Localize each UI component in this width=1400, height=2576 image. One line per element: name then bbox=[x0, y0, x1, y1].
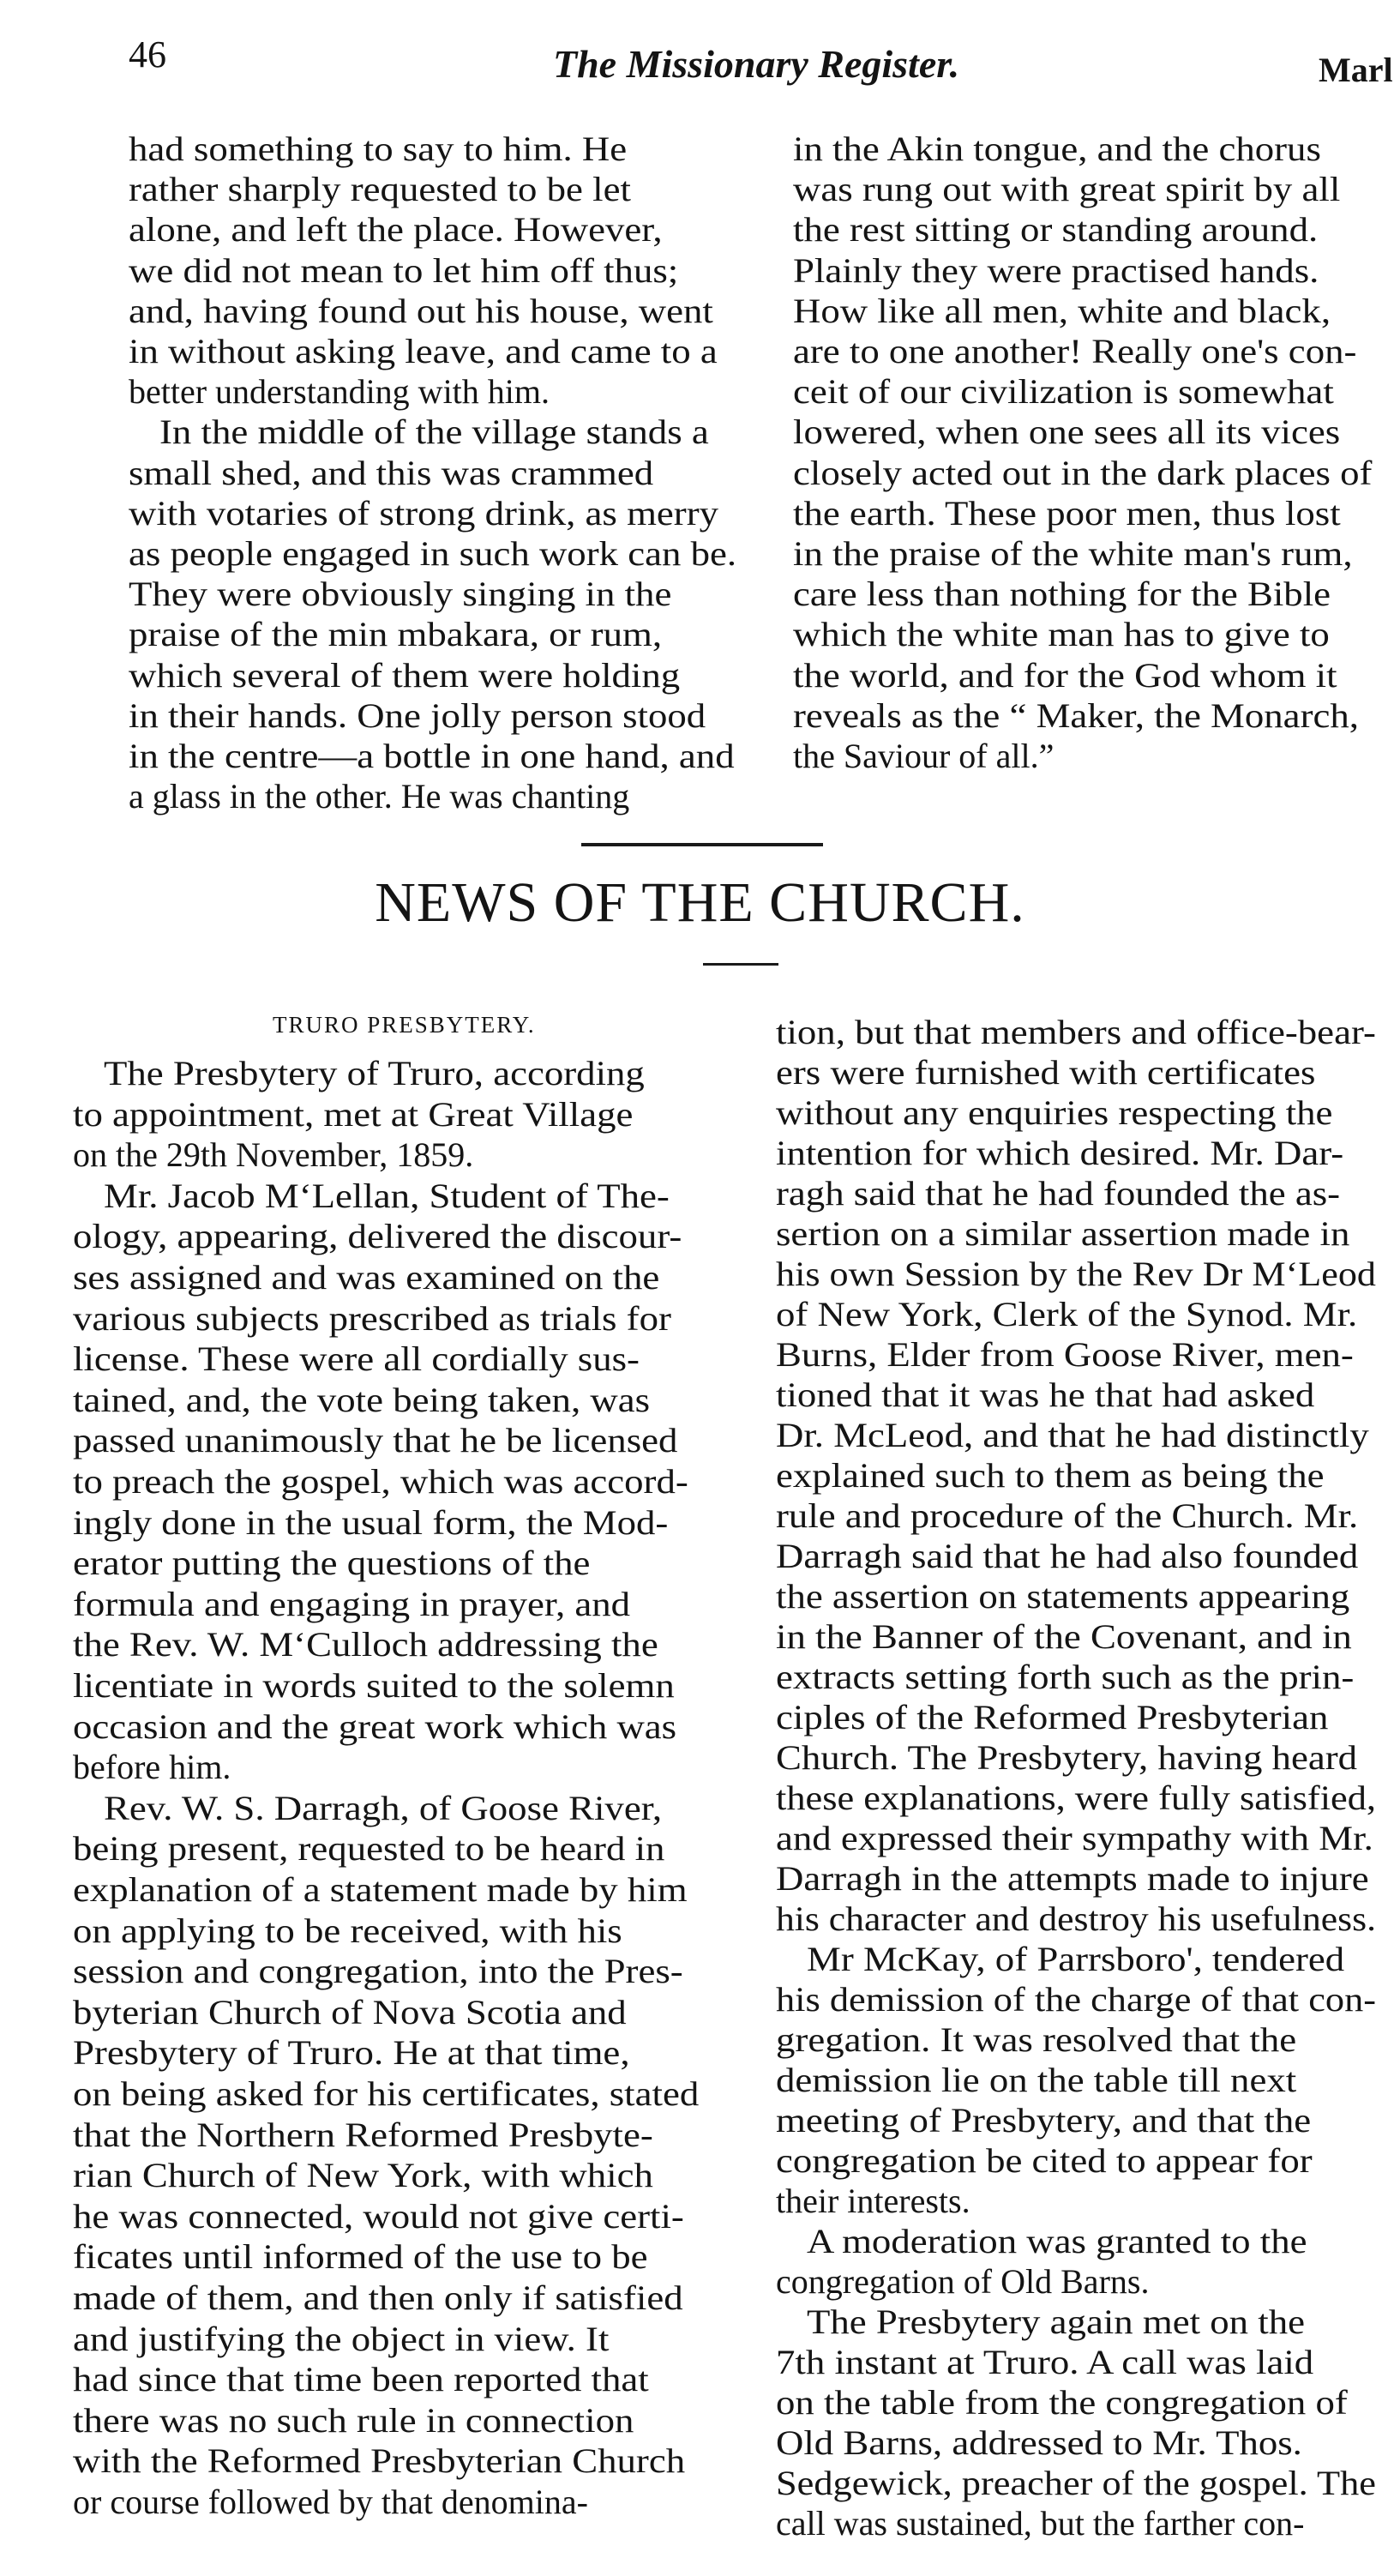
text-line bbox=[776, 2463, 1376, 2503]
text-line-content: before him. bbox=[73, 1748, 231, 1786]
text-line-content: Church. The Presbytery, having heard bbox=[776, 1738, 1358, 1777]
text-line bbox=[73, 1502, 759, 1543]
text-line-content: Darragh said that he had also founded bbox=[776, 1537, 1359, 1575]
text-line bbox=[776, 2181, 1376, 2221]
text-line bbox=[73, 1828, 759, 1869]
text-line bbox=[73, 1543, 759, 1583]
text-line-content: A moderation was granted to the bbox=[807, 2222, 1307, 2260]
text-line-content: rather sharply requested to be let bbox=[129, 170, 631, 208]
text-line bbox=[129, 209, 763, 250]
text-line bbox=[776, 1899, 1376, 1939]
text-line-content: Sedgewick, preacher of the gospel. The bbox=[776, 2464, 1376, 2502]
text-line bbox=[776, 1133, 1376, 1173]
text-line-content: Darragh in the attempts made to injure bbox=[776, 1859, 1369, 1898]
text-line bbox=[73, 1747, 759, 1787]
text-line bbox=[776, 1173, 1376, 1213]
text-line-content: that the Northern Reformed Presbyte- bbox=[73, 2116, 653, 2154]
text-line bbox=[807, 2302, 1376, 2342]
text-line-content: which the white man has to give to bbox=[793, 615, 1330, 653]
text-line bbox=[776, 1778, 1376, 1818]
text-line bbox=[776, 2140, 1376, 2181]
text-line bbox=[73, 1257, 759, 1297]
text-line bbox=[793, 493, 1376, 533]
text-line bbox=[159, 412, 763, 452]
text-line bbox=[73, 2441, 759, 2481]
text-line bbox=[73, 1624, 759, 1664]
text-line-content: being present, requested to be heard in bbox=[73, 1829, 665, 1868]
text-line-content: small shed, and this was crammed bbox=[129, 454, 654, 492]
text-line bbox=[776, 2423, 1376, 2463]
text-line-content: the world, and for the God whom it bbox=[793, 656, 1337, 695]
text-line bbox=[129, 291, 763, 331]
text-line bbox=[73, 2278, 759, 2318]
text-line-content: Dr. McLeod, and that he had distinctly bbox=[776, 1416, 1369, 1454]
running-head: The Missionary Register. bbox=[553, 42, 960, 86]
text-line-content: to appointment, met at Great Village bbox=[73, 1095, 634, 1134]
text-line bbox=[776, 2261, 1376, 2302]
text-line bbox=[776, 1334, 1376, 1375]
text-line bbox=[73, 1135, 759, 1175]
text-line-content: his demission of the charge of that con- bbox=[776, 1980, 1377, 2019]
text-line bbox=[73, 2236, 759, 2277]
text-line bbox=[73, 2482, 759, 2522]
text-line bbox=[73, 2115, 759, 2155]
text-line bbox=[776, 1415, 1376, 1455]
text-line-content: How like all men, white and black, bbox=[793, 292, 1331, 330]
text-line bbox=[793, 412, 1376, 452]
text-line-content: erator putting the questions of the bbox=[73, 1544, 591, 1582]
text-line-content: of New York, Clerk of the Synod. Mr. bbox=[776, 1295, 1358, 1333]
text-line-content: The Presbytery of Truro, according bbox=[104, 1054, 645, 1092]
text-line-content: are to one another! Really one's con- bbox=[793, 332, 1357, 370]
text-line-content: Rev. W. S. Darragh, of Goose River, bbox=[104, 1789, 663, 1827]
text-line bbox=[73, 2400, 759, 2441]
text-line bbox=[73, 2073, 759, 2114]
text-line-content: passed unanimously that he be licensed bbox=[73, 1421, 678, 1460]
text-line bbox=[129, 614, 763, 654]
text-line bbox=[73, 1869, 759, 1910]
text-line-content: his own Session by the Rev Dr M‘Leod bbox=[776, 1255, 1377, 1293]
text-line-content: which several of them were holding bbox=[129, 656, 681, 695]
text-line-content: care less than nothing for the Bible bbox=[793, 575, 1331, 613]
text-line-content: extracts setting forth such as the prin- bbox=[776, 1658, 1355, 1696]
text-line-content: demission lie on the table till next bbox=[776, 2061, 1297, 2099]
text-line-content: on applying to be received, with his bbox=[73, 1911, 622, 1950]
text-line-content: in without asking leave, and came to a bbox=[129, 332, 718, 370]
text-line bbox=[776, 2100, 1376, 2140]
text-line-content: ficates until informed of the use to be bbox=[73, 2237, 648, 2276]
text-line-content: in their hands. One jolly person stood bbox=[129, 696, 706, 735]
text-line-content: ses assigned and was examined on the bbox=[73, 1258, 660, 1297]
text-line bbox=[129, 655, 763, 695]
text-line bbox=[73, 1298, 759, 1339]
text-line-content: ceit of our civilization is somewhat bbox=[793, 372, 1334, 411]
text-line bbox=[793, 574, 1376, 614]
text-line bbox=[73, 1461, 759, 1502]
text-line bbox=[776, 2382, 1376, 2423]
text-line-content: rian Church of New York, with which bbox=[73, 2156, 653, 2194]
text-line-content: meeting of Presbytery, and that the bbox=[776, 2101, 1312, 2140]
text-line-content: closely acted out in the dark places of bbox=[793, 454, 1373, 492]
text-line bbox=[776, 2503, 1376, 2543]
text-line-content: on the 29th November, 1859. bbox=[73, 1135, 474, 1174]
text-line-content: he was connected, would not give certi- bbox=[73, 2197, 684, 2236]
text-line bbox=[73, 2032, 759, 2073]
text-line bbox=[776, 1818, 1376, 1858]
text-line bbox=[129, 371, 763, 412]
text-line bbox=[776, 1213, 1376, 1254]
text-line-content: the Rev. W. M‘Culloch addressing the bbox=[73, 1625, 658, 1664]
text-line-content: and, having found out his house, went bbox=[129, 292, 713, 330]
text-line bbox=[776, 2019, 1376, 2060]
text-line-content: lowered, when one sees all its vices bbox=[793, 412, 1341, 451]
section-top-rule bbox=[581, 843, 823, 846]
text-line-content: his character and destroy his usefulness. bbox=[776, 1899, 1377, 1938]
text-line bbox=[793, 695, 1376, 736]
text-line-content: byterian Church of Nova Scotia and bbox=[73, 1993, 627, 2031]
text-line bbox=[104, 1788, 759, 1828]
subsection-heading: TRURO PRESBYTERY. bbox=[273, 1012, 536, 1038]
text-line bbox=[793, 533, 1376, 574]
text-line-content: congregation of Old Barns. bbox=[776, 2262, 1150, 2301]
text-line-content: had something to say to him. He bbox=[129, 129, 628, 168]
text-line bbox=[776, 1375, 1376, 1415]
text-line-content: the Saviour of all.” bbox=[793, 737, 1055, 775]
text-line bbox=[129, 129, 763, 169]
text-line bbox=[129, 453, 763, 493]
text-line bbox=[73, 2196, 759, 2236]
text-line-content: ers were furnished with certificates bbox=[776, 1053, 1316, 1092]
text-line-content: had since that time been reported that bbox=[73, 2360, 649, 2398]
text-line-content: In the middle of the village stands a bbox=[159, 412, 709, 451]
text-line bbox=[129, 574, 763, 614]
text-line bbox=[776, 1455, 1376, 1496]
text-line-content: the earth. These poor men, thus lost bbox=[793, 494, 1341, 533]
text-line bbox=[129, 331, 763, 371]
text-line-content: explained such to them as being the bbox=[776, 1456, 1325, 1495]
text-line bbox=[73, 1706, 759, 1747]
text-line-content: these explanations, were fully satisfied, bbox=[776, 1779, 1377, 1817]
text-line-content: on the table from the congregation of bbox=[776, 2383, 1348, 2422]
text-line bbox=[129, 169, 763, 209]
text-line-content: They were obviously singing in the bbox=[129, 575, 672, 613]
text-line-content: ciples of the Reformed Presbyterian bbox=[776, 1698, 1329, 1736]
text-line bbox=[807, 2221, 1376, 2261]
text-line bbox=[104, 1053, 759, 1093]
text-line bbox=[129, 493, 763, 533]
text-line bbox=[129, 695, 763, 736]
text-line bbox=[776, 1979, 1376, 2019]
text-line-content: call was sustained, but the farther con- bbox=[776, 2504, 1305, 2543]
text-line-content: without any enquiries respecting the bbox=[776, 1093, 1333, 1132]
text-line bbox=[73, 2359, 759, 2399]
section-title-rule bbox=[703, 963, 778, 966]
section-title bbox=[0, 870, 1400, 936]
text-line bbox=[776, 2342, 1376, 2382]
text-line-content: and expressed their sympathy with Mr. bbox=[776, 1819, 1373, 1857]
text-line bbox=[104, 1176, 759, 1216]
text-line-content: alone, and left the place. However, bbox=[129, 210, 663, 249]
text-line-content: made of them, and then only if satisfied bbox=[73, 2278, 683, 2317]
text-line-content: 7th instant at Truro. A call was laid bbox=[776, 2343, 1314, 2381]
text-line-content: the assertion on statements appearing bbox=[776, 1577, 1350, 1616]
running-head-continuation: Marl bbox=[1319, 51, 1393, 89]
text-line-content: license. These were all cordially sus- bbox=[73, 1339, 640, 1378]
text-line-content: in the Banner of the Covenant, and in bbox=[776, 1617, 1352, 1656]
text-line bbox=[776, 1737, 1376, 1778]
text-line-content: on being asked for his certificates, stated bbox=[73, 2074, 700, 2113]
text-line bbox=[793, 655, 1376, 695]
text-line-content: ragh said that he had founded the as- bbox=[776, 1174, 1341, 1213]
text-line bbox=[793, 250, 1376, 291]
text-line-content: various subjects prescribed as trials for bbox=[73, 1299, 671, 1338]
text-line-content: was rung out with great spirit by all bbox=[793, 170, 1341, 208]
text-line bbox=[776, 1536, 1376, 1576]
text-line-content: sertion on a similar assertion made in bbox=[776, 1214, 1350, 1253]
text-line-content: with votaries of strong drink, as merry bbox=[129, 494, 719, 533]
text-line bbox=[73, 1665, 759, 1706]
text-line-content: congregation be cited to appear for bbox=[776, 2141, 1313, 2180]
text-line-content: better understanding with him. bbox=[129, 372, 550, 411]
text-line-content: to preach the gospel, which was accord- bbox=[73, 1462, 688, 1501]
text-line-content: Mr. Jacob M‘Lellan, Student of The- bbox=[104, 1177, 670, 1215]
text-line-content: rule and procedure of the Church. Mr. bbox=[776, 1496, 1359, 1535]
text-line-content: a glass in the other. He was chanting bbox=[129, 777, 630, 816]
page-number: 46 bbox=[129, 33, 166, 75]
text-line-content: occasion and the great work which was bbox=[73, 1707, 677, 1746]
text-line bbox=[807, 1939, 1376, 1979]
text-line-content: Old Barns, addressed to Mr. Thos. bbox=[776, 2423, 1302, 2462]
text-line-content: or course followed by that denomina- bbox=[73, 2483, 588, 2521]
text-line bbox=[776, 1496, 1376, 1536]
text-line bbox=[793, 169, 1376, 209]
text-line bbox=[776, 1012, 1376, 1052]
text-line-content: licentiate in words suited to the solemn bbox=[73, 1666, 675, 1705]
text-line bbox=[776, 1294, 1376, 1334]
text-line bbox=[73, 1992, 759, 2032]
text-line-content: in the centre—a bottle in one hand, and bbox=[129, 737, 735, 775]
text-line bbox=[73, 1339, 759, 1379]
text-line bbox=[793, 331, 1376, 371]
text-line-content: formula and engaging in prayer, and bbox=[73, 1585, 631, 1623]
text-line bbox=[776, 1657, 1376, 1697]
text-line bbox=[73, 1911, 759, 1951]
text-line-content: ology, appearing, delivered the discour- bbox=[73, 1217, 682, 1255]
text-line bbox=[129, 533, 763, 574]
text-line-content: tion, but that members and office-bear- bbox=[776, 1013, 1376, 1051]
text-line bbox=[776, 1092, 1376, 1133]
text-line bbox=[793, 736, 1376, 776]
text-line bbox=[776, 1576, 1376, 1616]
text-line-content: ingly done in the usual form, the Mod- bbox=[73, 1503, 669, 1542]
text-line-content: there was no such rule in connection bbox=[73, 2401, 634, 2440]
text-line-content: tained, and, the vote being taken, was bbox=[73, 1381, 651, 1419]
text-line-content: their interests. bbox=[776, 2182, 970, 2220]
text-line bbox=[793, 129, 1376, 169]
text-line bbox=[73, 2155, 759, 2195]
text-line bbox=[73, 1951, 759, 1991]
text-line bbox=[776, 1697, 1376, 1737]
text-line bbox=[73, 1094, 759, 1135]
text-line bbox=[793, 614, 1376, 654]
text-line bbox=[776, 1052, 1376, 1092]
text-line-content: Presbytery of Truro. He at that time, bbox=[73, 2033, 630, 2072]
text-line-content: tioned that it was he that had asked bbox=[776, 1375, 1315, 1414]
text-line bbox=[776, 1858, 1376, 1899]
text-line bbox=[73, 1420, 759, 1460]
text-line bbox=[73, 1216, 759, 1256]
text-line-content: Plainly they were practised hands. bbox=[793, 251, 1319, 290]
text-line-content: as people engaged in such work can be. bbox=[129, 534, 737, 573]
text-line-content: with the Reformed Presbyterian Church bbox=[73, 2441, 686, 2480]
text-line bbox=[73, 1584, 759, 1624]
text-line-content: in the praise of the white man's rum, bbox=[793, 534, 1353, 573]
text-line bbox=[73, 2319, 759, 2359]
text-line-content: in the Akin tongue, and the chorus bbox=[793, 129, 1321, 168]
text-line bbox=[793, 371, 1376, 412]
text-line bbox=[793, 453, 1376, 493]
text-line-content: Mr McKay, of Parrsboro', tendered bbox=[807, 1940, 1345, 1978]
text-line-content: explanation of a statement made by him bbox=[73, 1870, 688, 1909]
text-line-content: Burns, Elder from Goose River, men- bbox=[776, 1335, 1354, 1374]
text-line bbox=[129, 250, 763, 291]
text-line-content: intention for which desired. Mr. Dar- bbox=[776, 1134, 1344, 1172]
text-line-content: The Presbytery again met on the bbox=[807, 2302, 1305, 2341]
text-line bbox=[129, 776, 763, 816]
text-line-content: session and congregation, into the Pres- bbox=[73, 1952, 683, 1990]
text-line bbox=[776, 1254, 1376, 1294]
text-line-content: and justifying the object in view. It bbox=[73, 2320, 610, 2358]
text-line bbox=[793, 209, 1376, 250]
text-line-content: gregation. It was resolved that the bbox=[776, 2020, 1297, 2059]
text-line bbox=[73, 1380, 759, 1420]
text-line bbox=[129, 736, 763, 776]
text-line-content: reveals as the “ Maker, the Monarch, bbox=[793, 696, 1359, 735]
text-line-content: the rest sitting or standing around. bbox=[793, 210, 1319, 249]
text-line-content: we did not mean to let him off thus; bbox=[129, 251, 679, 290]
text-line-content: praise of the min mbakara, or rum, bbox=[129, 615, 663, 653]
text-line bbox=[776, 2060, 1376, 2100]
text-line bbox=[793, 291, 1376, 331]
text-line bbox=[776, 1616, 1376, 1657]
section-title-text: NEWS OF THE CHURCH. bbox=[375, 871, 1025, 934]
